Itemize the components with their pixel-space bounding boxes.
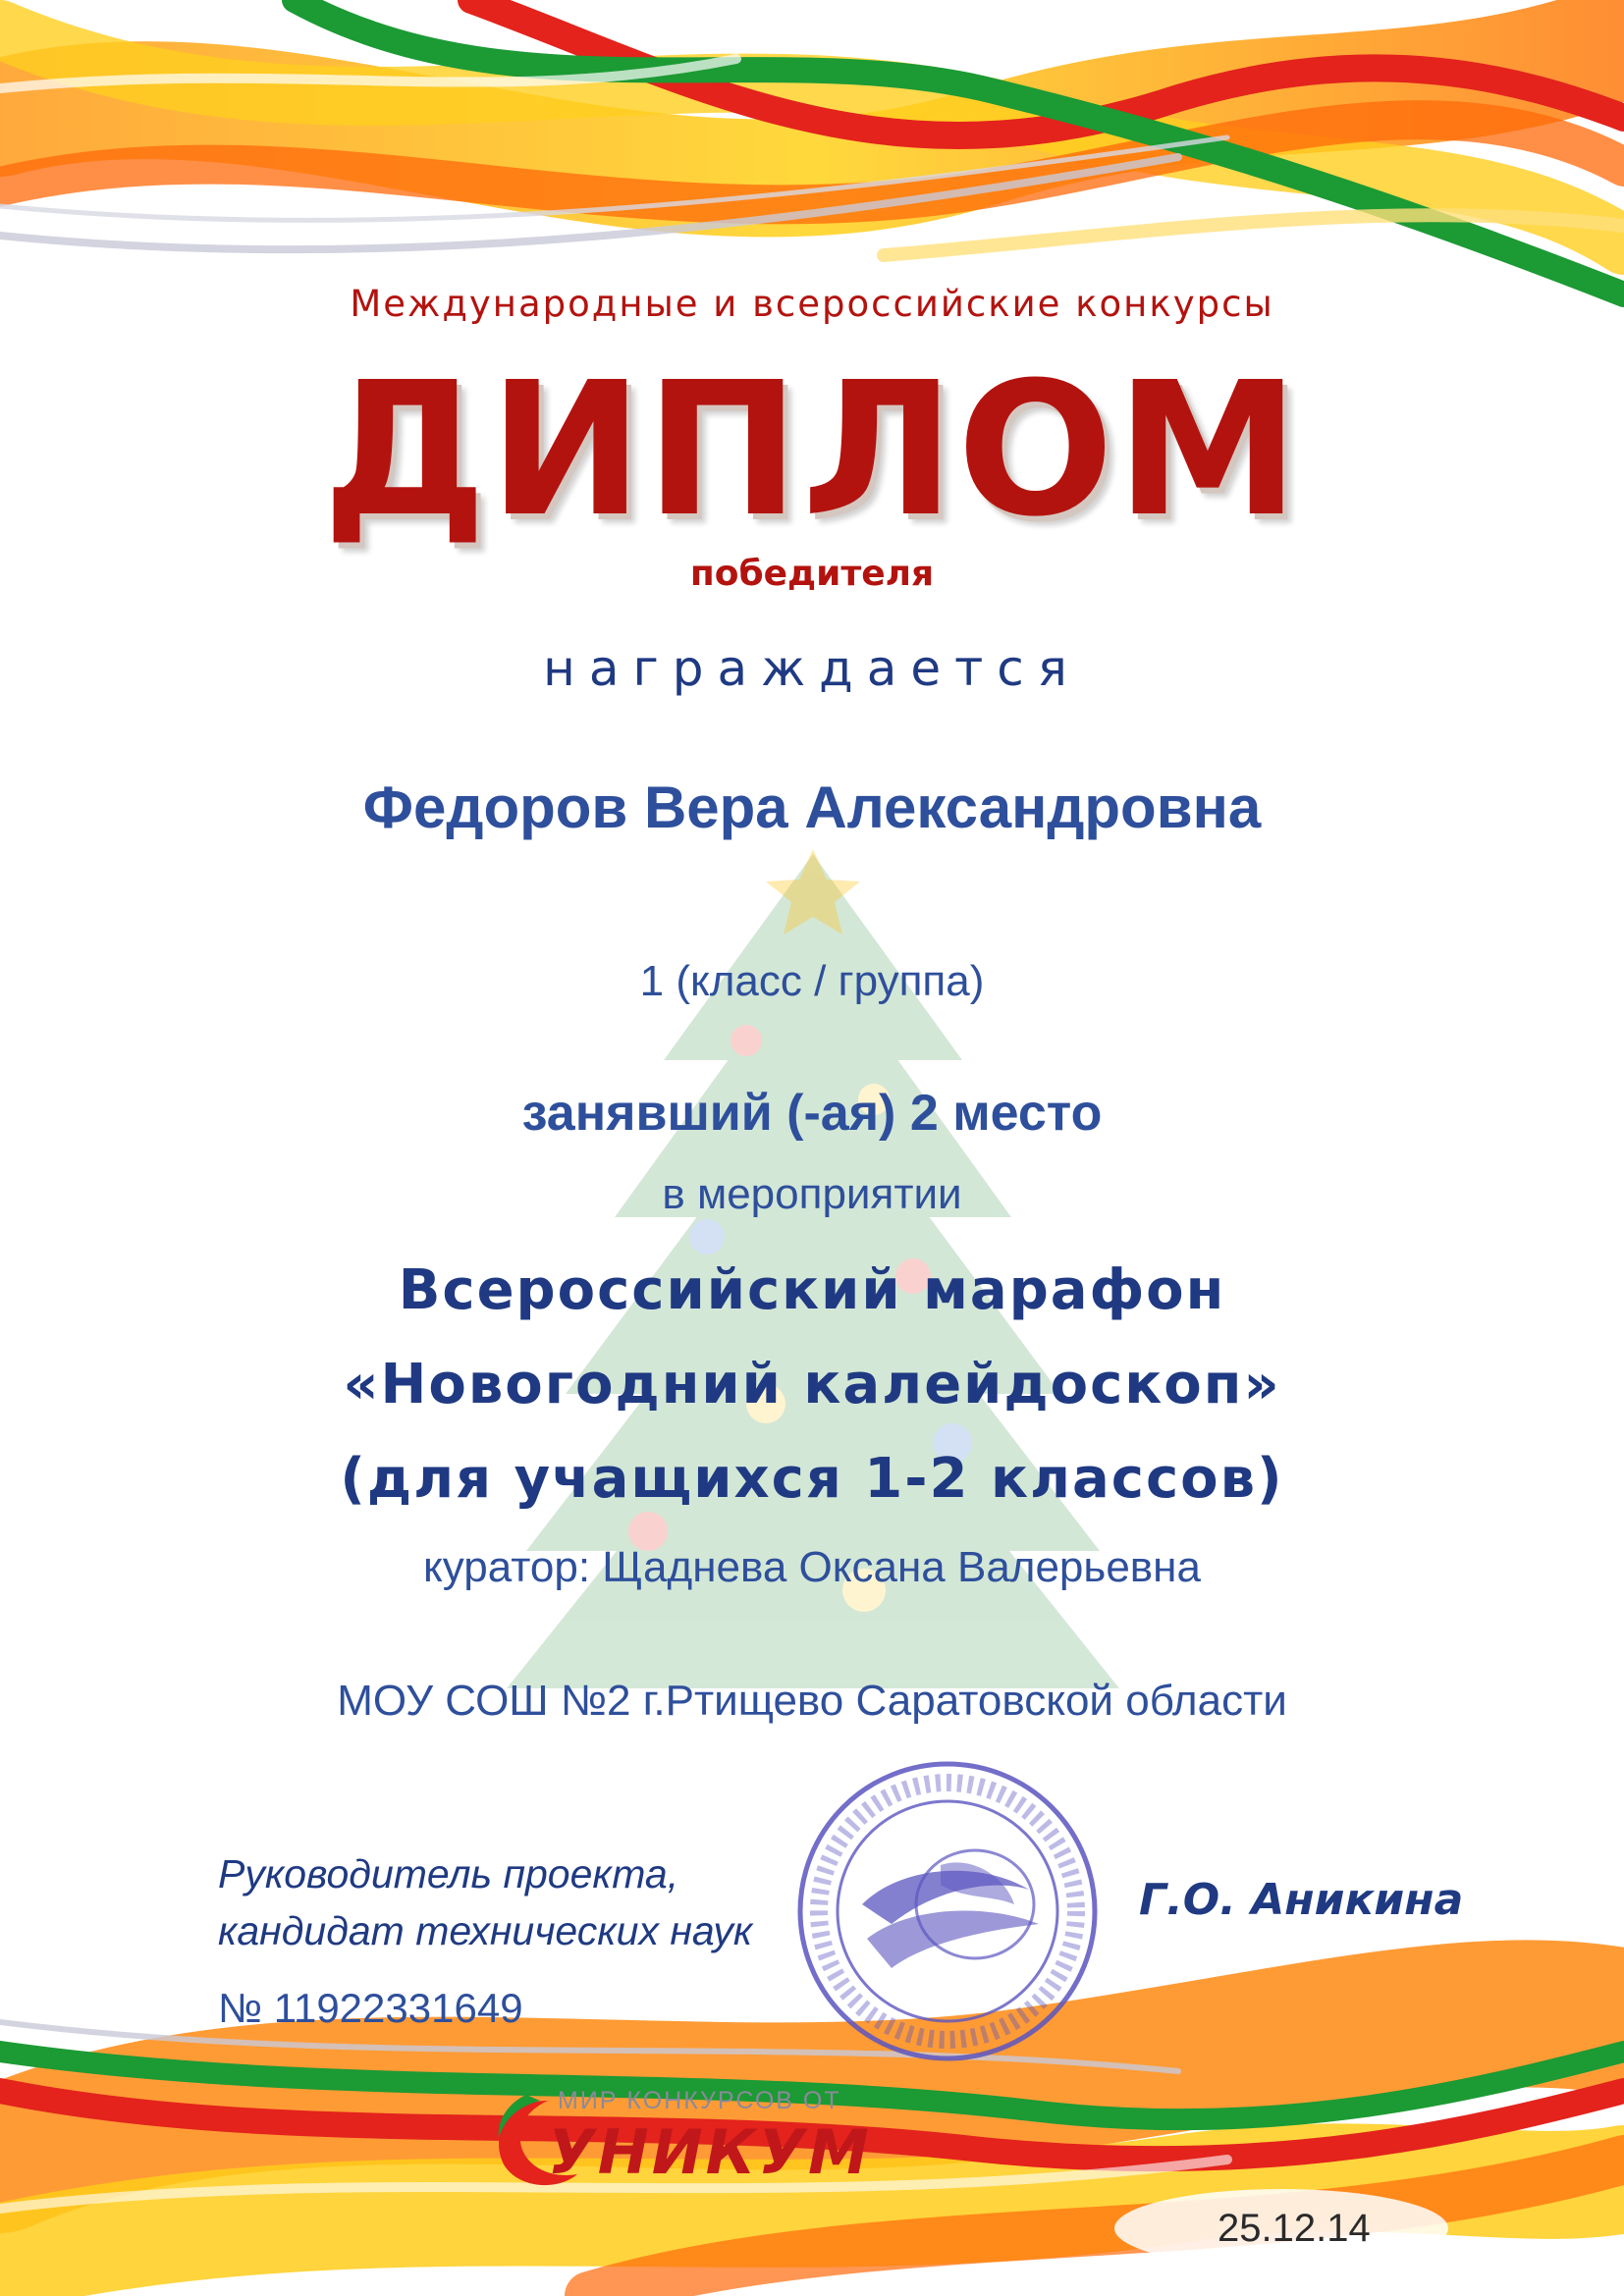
place-text: занявший (-ая) 2 место xyxy=(521,1085,1103,1142)
logo-caption: МИР КОНКУРСОВ ОТ xyxy=(558,2087,841,2114)
diploma-title: ДИПЛОМ xyxy=(322,343,1302,558)
top-ribbons xyxy=(0,0,1624,294)
issue-date: 25.12.14 xyxy=(1218,2207,1371,2250)
role-line: кандидат технических наук xyxy=(218,1908,753,1953)
school-line: МОУ СОШ №2 г.Ртищево Саратовской области xyxy=(337,1677,1287,1725)
in-event-label: в мероприятии xyxy=(662,1170,962,1218)
diploma-subtitle: победителя xyxy=(689,554,935,594)
event-title-line: «Новогодний калейдоскоп» xyxy=(343,1353,1281,1416)
signer-name: Г.О. Аникина xyxy=(1139,1875,1464,1925)
contest-subtitle: Международные и всероссийские конкурсы xyxy=(350,283,1274,325)
unikum-logo-icon xyxy=(479,2081,872,2199)
curator-line: куратор: Щаднева Оксана Валерьевна xyxy=(423,1543,1201,1591)
logo-wordmark: УНИКУМ xyxy=(548,2116,872,2188)
role-line: Руководитель проекта, xyxy=(218,1851,679,1896)
project-head-role xyxy=(218,1845,752,1959)
awarded-label: награждается xyxy=(543,640,1081,697)
event-title-line: (для учащихся 1-2 классов) xyxy=(340,1447,1284,1511)
recipient-name: Федоров Вера Александровна xyxy=(362,774,1262,840)
class-group: 1 (класс / группа) xyxy=(639,957,985,1005)
event-title-line: Всероссийский марафон xyxy=(398,1258,1226,1322)
organization-seal-icon xyxy=(793,1757,1103,2066)
diploma-number: № 11922331649 xyxy=(218,1985,523,2031)
